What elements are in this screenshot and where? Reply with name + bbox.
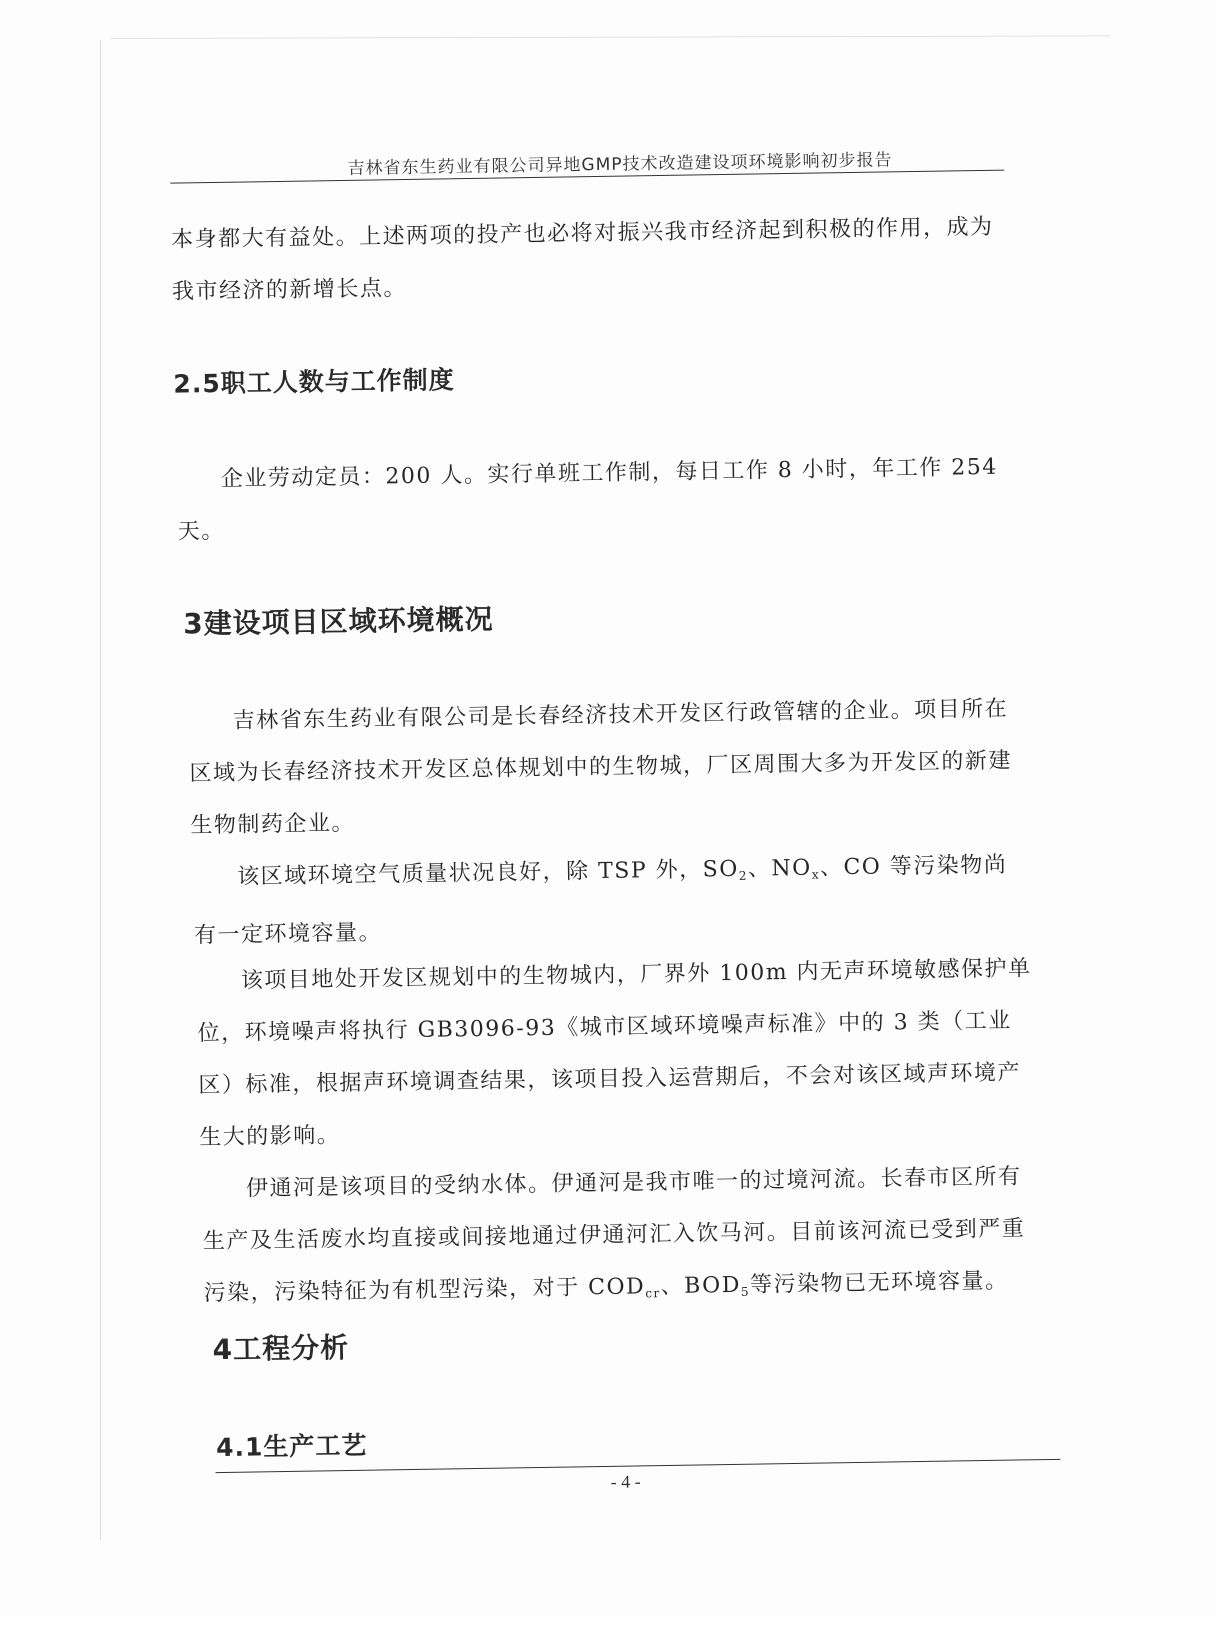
water-text-b: 、BOD xyxy=(660,1272,742,1300)
subscript: x xyxy=(811,867,821,882)
air-text-c: 、CO 等污染物尚有一定环境容量。 xyxy=(193,852,1008,949)
paragraph-region: 吉林省东生药业有限公司是长春经济技术开发区行政管辖的企业。项目所在区域为长春经济技术开发区总体规划中的生物城，厂区周围大多为开发区的新建生物制药企业。 xyxy=(189,696,1013,839)
running-header: 吉林省东生药业有限公司异地GMP技术改造建设项环境影响初步报告 xyxy=(347,150,893,179)
water-text-c: 等污染物已无环境容量。 xyxy=(749,1268,1009,1298)
section-heading-3: 3建设项目区域环境概况 xyxy=(182,602,494,641)
page-number: - 4 - xyxy=(610,1471,641,1492)
subscript: cr xyxy=(645,1286,661,1301)
paragraph-water xyxy=(202,1151,1040,1326)
air-text-a: 该区域环境空气质量状况良好，除 TSP 外，SO xyxy=(236,856,739,890)
subscript: 2 xyxy=(738,868,749,883)
section-heading-4-1: 4.1生产工艺 xyxy=(215,1430,368,1463)
water-text-a: 伊通河是该项目的受纳水体。伊通河是我市唯一的过境河流。长春市区所有生产及生活废水均直接或间接地通过伊通河汇入饮马河。目前该河流已受到严重污染，污染特征为有机型污染，对于 COD xyxy=(202,1164,1026,1307)
section-heading-4: 4工程分析 xyxy=(212,1331,350,1367)
paragraph-staff: 企业劳动定员：200 人。实行单班工作制，每日工作 8 小时，年工作 254 天。 xyxy=(177,454,998,545)
paragraph-continued: 本身都大有益处。上述两项的投产也必将对振兴我市经济起到积极的作用，成为我市经济的新增长点。 xyxy=(170,214,994,305)
subscript: 5 xyxy=(740,1284,751,1299)
paragraph-air-quality xyxy=(193,839,1031,962)
section-heading-2-5: 2.5职工人数与工作制度 xyxy=(173,365,455,399)
air-text-b: 、NO xyxy=(747,855,812,882)
paragraph-noise: 该项目地处开发区规划中的生物城内，厂界外 100m 内无声环境敏感保护单位，环境噪声将执行 GB3096-93《城市区域环境噪声标准》中的 3 类（工业区）标准，根据声环境调查结果，该项目投入运营期后，不会对该区域声环境产生大的影响。 xyxy=(197,956,1032,1151)
